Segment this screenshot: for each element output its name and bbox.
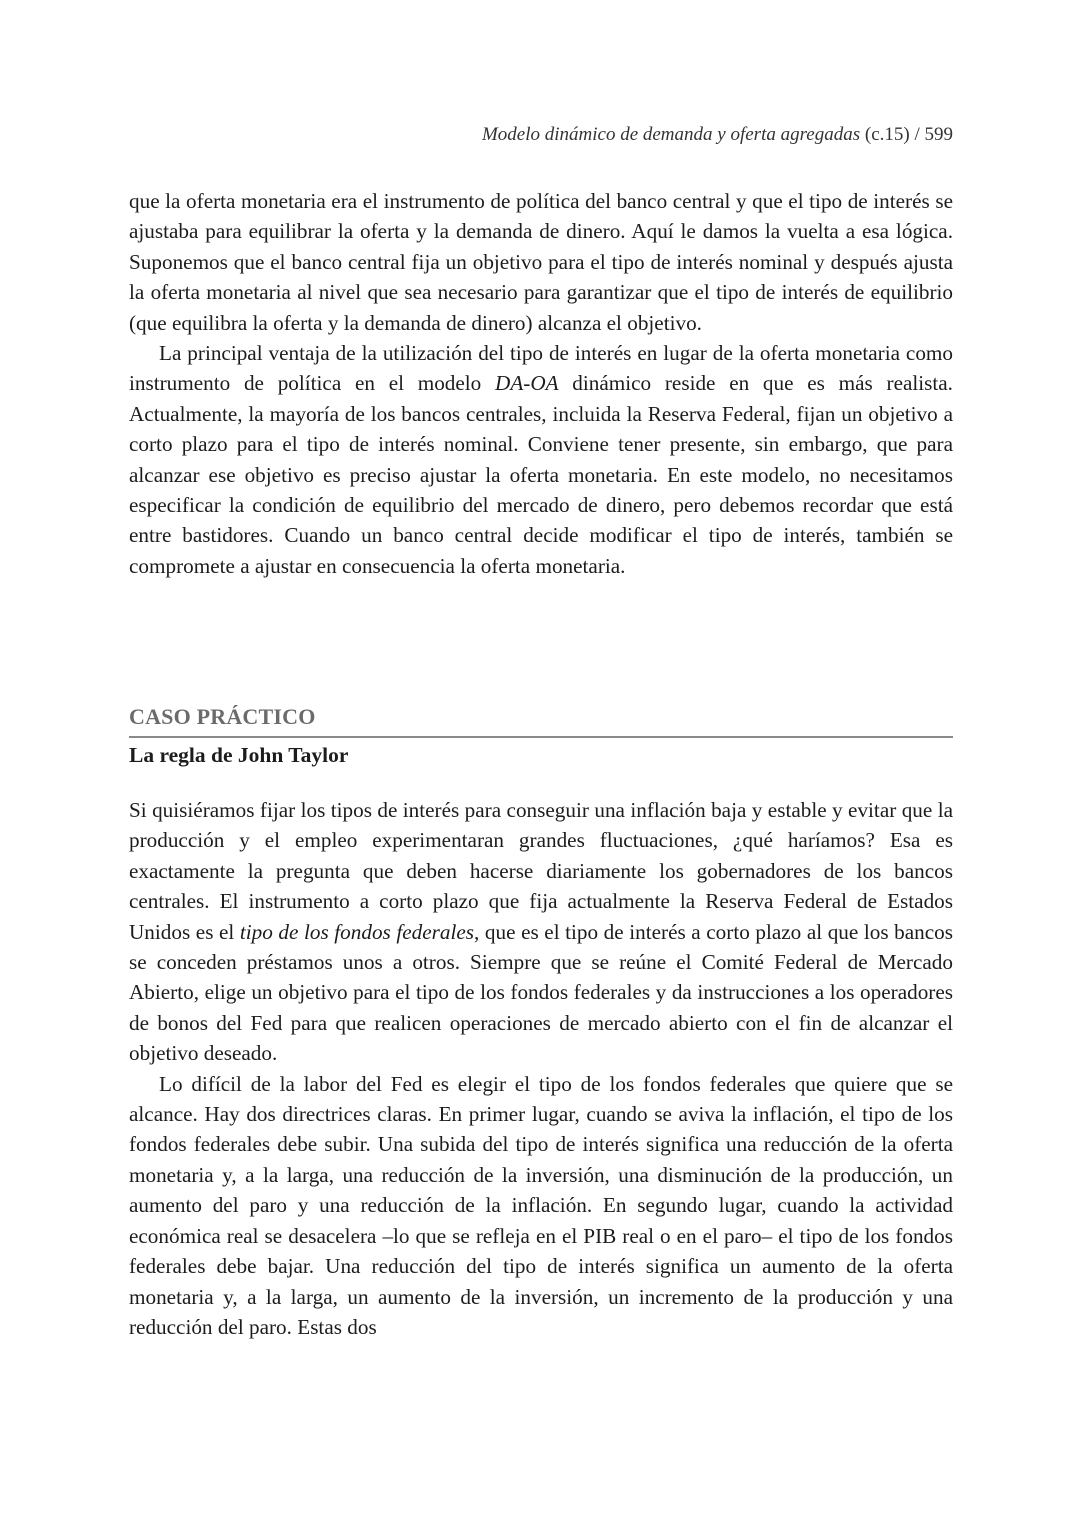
running-head-title: Modelo dinámico de demanda y oferta agregadas xyxy=(481,124,861,145)
running-head-chapter: (c.15) xyxy=(864,124,910,145)
case-study-title: La regla de John Taylor xyxy=(129,743,349,767)
paragraph-question xyxy=(129,795,953,1069)
paragraph-fed-difficulty: Lo difícil de la labor del Fed es elegir el tipo de los fondos federales que quiere que se alcance. Hay dos directrices claras. En primer lugar, cuando se aviva la inflación, el tipo de los fondos federales debe subir. Una subida del tipo de interés significa una reducción de la oferta monetaria y, a la larga, una reducción de la inversión, una disminución de la producción, un aumento del paro y una reducción de la inflación. En segundo lugar, cuando la actividad económica real se desacelera –lo que se refleja en el PIB real o en el paro– el tipo de los fondos federales debe bajar. Una reducción del tipo de interés significa un aumento de la oferta monetaria y, a la larga, un aumento de la inversión, un incremento de la producción y una reducción del paro. Estas dos xyxy=(129,1071,953,1339)
italic-term: tipo de los fondos federales xyxy=(239,919,475,944)
body-text-case-study xyxy=(129,795,953,1342)
paragraph-text: La principal ventaja de la utilización del tipo de interés en lugar de la oferta monetaria como instrumento de política en el modelo xyxy=(129,341,953,396)
italic-term: DA-OA xyxy=(495,371,559,396)
paragraph-advantage xyxy=(129,338,953,581)
running-head-separator: / xyxy=(914,124,920,145)
page-number: 599 xyxy=(924,124,953,145)
paragraph-text: , que es el tipo de interés a corto plazo al que los bancos se conceden préstamos unos a otros. Siempre que se reúne el Comité Federal de Mercado Abierto, elige un objetivo para el tipo de los fondos federales y da instrucciones a los operadores de bonos del Fed para que realicen operaciones de mercado abierto con el fin de alcanzar el objetivo deseado. xyxy=(129,919,954,1066)
running-head xyxy=(482,124,953,146)
paragraph-continuation: que la oferta monetaria era el instrumento de política del banco central y que el tipo de interés se ajustaba para equilibrar la oferta y la demanda de dinero. Aquí le damos la vuelta a esa lógica. Suponemos que el banco central fija un objetivo para el tipo de interés nominal y después ajusta la oferta monetaria al nivel que sea necesario para garantizar que el tipo de interés de equilibrio (que equilibra la oferta y la demanda de dinero) alcanza el objetivo. xyxy=(129,189,953,335)
body-text-section-1 xyxy=(129,186,953,581)
case-study-label: CASO PRÁCTICO xyxy=(129,704,316,729)
case-study-divider xyxy=(129,736,953,738)
paragraph-text: Si quisiéramos fijar los tipos de interés para conseguir una inflación baja y estable y evitar que la producción y el empleo experimentaran grandes fluctuaciones, ¿qué haríamos? Esa es exactamente la pregunta que deben hacerse diariamente los gobernadores de los bancos centrales. El instrumento a corto plazo que fija actualmente la Reserva Federal de Estados Unidos es el xyxy=(129,798,953,944)
paragraph-text: dinámico reside en que es más realista. Actualmente, la mayoría de los bancos centrales, incluida la Reserva Federal, fijan un objetivo a corto plazo para el tipo de interés nominal. Conviene tener presente, sin embargo, que para alcanzar ese objetivo es preciso ajustar la oferta monetaria. En este modelo, no necesitamos especificar la condición de equilibrio del mercado de dinero, pero debemos recordar que está entre bastidores. Cuando un banco central decide modificar el tipo de interés, también se compromete a ajustar en consecuencia la oferta monetaria. xyxy=(129,371,953,578)
